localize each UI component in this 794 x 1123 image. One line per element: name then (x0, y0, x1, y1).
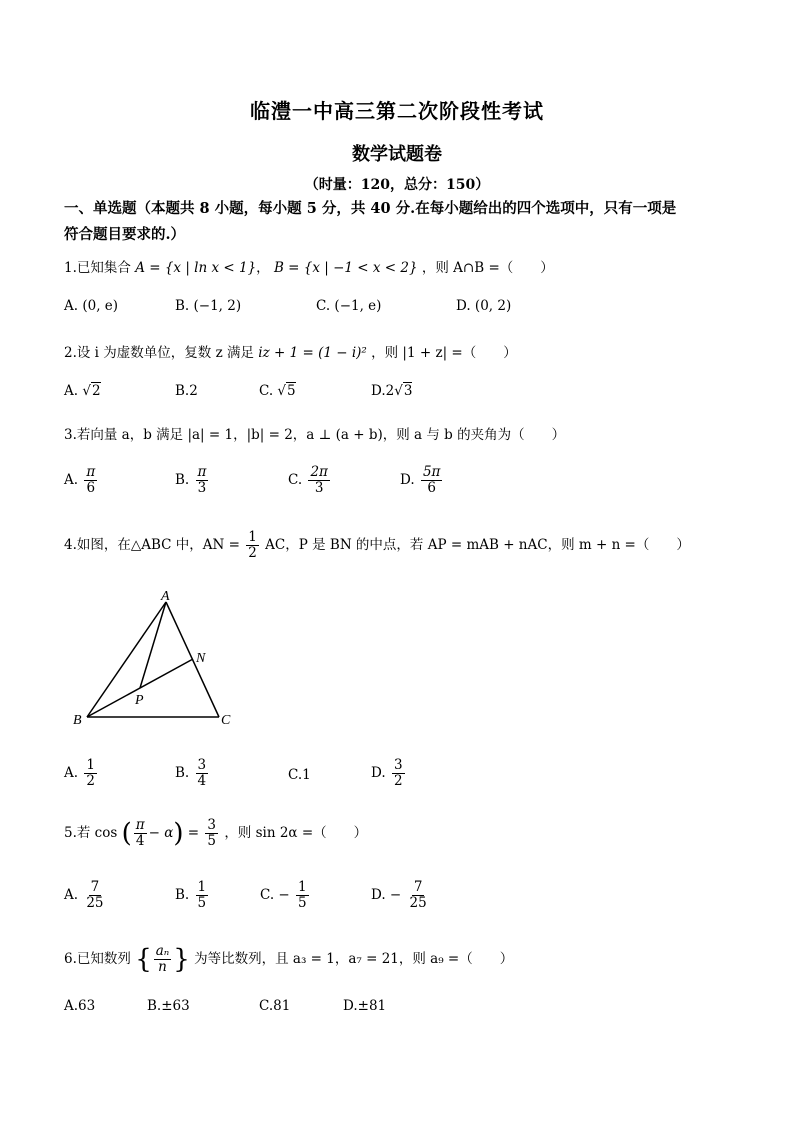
label-n: N (196, 651, 206, 666)
question-1-stem: 1.已知集合 A = {x | ln x < 1}， B = {x | −1 < x < 2} ，则 A∩B =（ ） (64, 260, 554, 276)
section-heading-line2: 符合题目要求的.） (64, 226, 186, 243)
q6-option-a[interactable]: A.63 (64, 998, 96, 1014)
label-c: C (221, 713, 231, 728)
q2-condition: iz + 1 = (1 − i)² (258, 345, 367, 361)
q2-option-c[interactable]: C. √5 (259, 383, 296, 399)
label-b: B (73, 713, 82, 728)
q3-option-c[interactable]: C. $\frac{2\pi}{3}$ (288, 464, 328, 496)
q1-option-d[interactable]: D. (0, 2) (456, 298, 512, 314)
question-2-stem: 2.设 i 为虚数单位，复数 z 满足 iz + 1 = (1 − i)² ，则 |1 + z| =（ ） (64, 345, 517, 361)
exam-subtitle: 数学试题卷 (352, 144, 442, 165)
q4-option-d[interactable]: D. $\frac{3}{2}$ (371, 757, 403, 789)
question-6-stem: 6.已知数列 { $\frac{\text{aₙ}}{n}$ } 为等比数列，且 a₃ = 1，a₇ = 21，则 a₉ =（ ） (64, 943, 514, 975)
q2-option-a[interactable]: A. √2 (64, 383, 101, 399)
q5-option-b[interactable]: B. $\frac{1}{5}$ (175, 879, 207, 911)
q3-option-a[interactable]: A. $\frac{\pi}{6}$ (64, 464, 96, 496)
section-heading (64, 196, 734, 248)
q4-option-a[interactable]: A. $\frac{1}{2}$ (64, 757, 95, 789)
q5-option-a[interactable]: A. $\frac{7}{25}$ (64, 879, 104, 911)
q5-option-c[interactable]: C. − $\frac{1}{5}$ (260, 879, 307, 911)
set-a: A = {x | ln x < 1} (135, 260, 257, 276)
exam-meta: （时量：120，总分：150） (304, 177, 490, 193)
label-p: P (135, 693, 144, 708)
q1-option-c[interactable]: C. (−1, e) (316, 298, 382, 314)
q5-option-d[interactable]: D. − $\frac{7}{25}$ (371, 879, 427, 911)
triangle-figure (64, 588, 244, 733)
section-heading-line1: 一、单选题（本题共 8 小题，每小题 5 分，共 40 分.在每小题给出的四个选项中，只有一项是 (64, 200, 677, 217)
q1-option-a[interactable]: A. (0, e) (64, 298, 119, 314)
question-4-stem: 4.如图，在△ABC 中，AN = $\frac{1}{2}$ AC，P 是 BN 的中点，若 AP = mAB + nAC，则 m + n =（ ） (64, 529, 690, 561)
label-a: A (161, 589, 170, 604)
q4-option-b[interactable]: B. $\frac{3}{4}$ (175, 757, 207, 789)
edge-ab (87, 602, 166, 717)
q2-option-d[interactable]: D.2√3 (371, 383, 413, 399)
q2-option-b[interactable]: B.2 (175, 383, 198, 399)
q4-option-c[interactable]: C.1 (288, 767, 311, 783)
set-b: B = {x | −1 < x < 2} (273, 260, 418, 276)
q3-option-b[interactable]: B. $\frac{\pi}{3}$ (175, 464, 207, 496)
question-3-stem: 3.若向量 a，b 满足 |a| = 1，|b| = 2，a ⊥ (a + b)，则 a 与 b 的夹角为（ ） (64, 427, 566, 443)
q6-option-b[interactable]: B.±63 (147, 998, 190, 1014)
q6-option-c[interactable]: C.81 (259, 998, 291, 1014)
question-5-stem: 5.若 cos ( $\frac{\pi}{4}$ − α) = $\frac{3}{5}$ ，则 sin 2α =（ ） (64, 817, 368, 849)
q3-option-d[interactable]: D. $\frac{5\pi}{6}$ (400, 464, 441, 496)
q6-option-d[interactable]: D.±81 (343, 998, 387, 1014)
exam-title: 临澧一中高三第二次阶段性考试 (250, 99, 544, 123)
q1-option-b[interactable]: B. (−1, 2) (175, 298, 242, 314)
